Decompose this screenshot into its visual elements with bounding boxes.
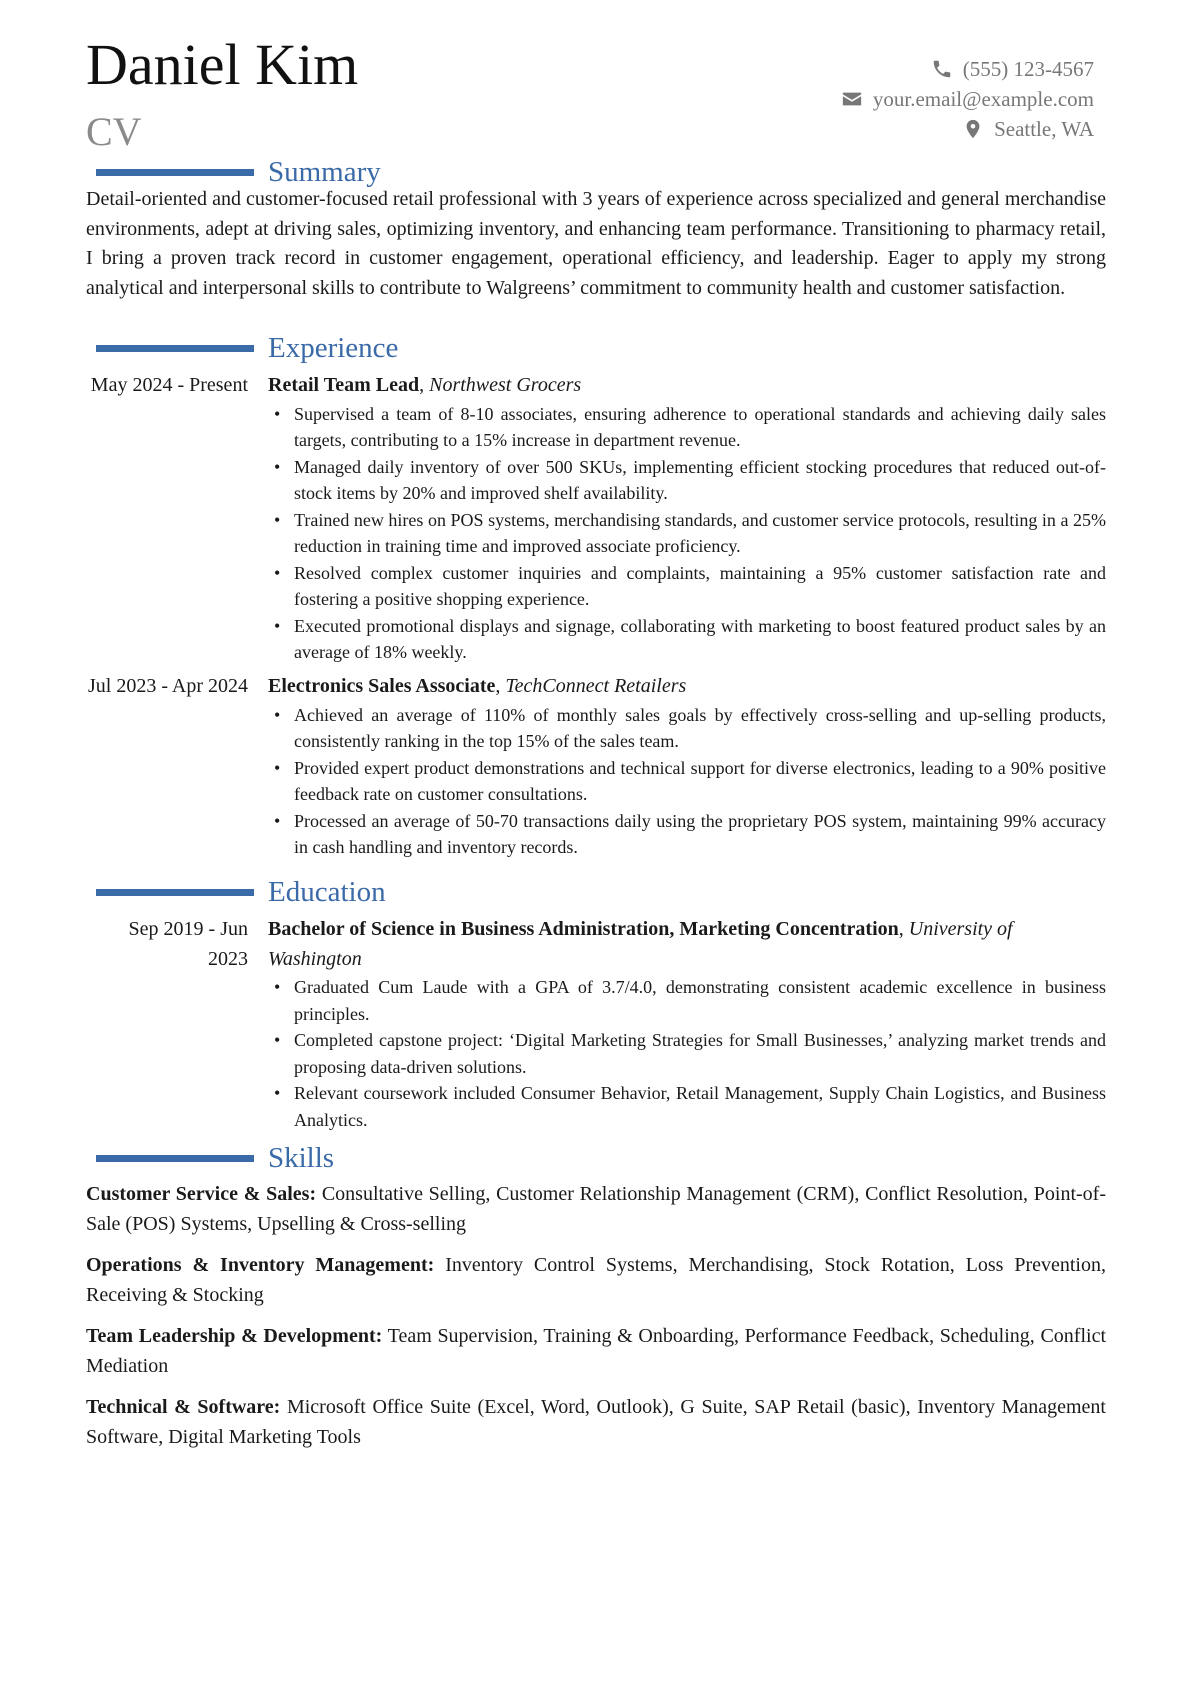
skill-group-label: Technical & Software: [86,1396,281,1418]
entry-bullet: • Supervised a team of 8-10 associates, ensuring adherence to operational standards and achieving daily sales targets, contributing to a 15% increase in department revenue. [268,401,1106,454]
map-pin-icon [962,118,984,140]
entry-role: Bachelor of Science in Business Administration, Marketing Concentration [268,918,899,940]
entry-bullets [268,401,1106,666]
entry-heading: Retail Team Lead, Northwest Grocers [268,374,582,396]
entry-bullet: • Executed promotional displays and signage, collaborating with marketing to boost featured product sales by an average of 18% weekly. [268,613,1106,666]
entry-org: University of Washington [268,918,1013,970]
entry-bullets [268,702,1106,861]
skill-group [86,1251,1106,1310]
skill-group-label: Customer Service & Sales: [86,1183,317,1205]
phone-icon [931,58,953,80]
skill-group [86,1322,1106,1381]
entry-bullet: • Resolved complex customer inquiries and complaints, maintaining a 95% customer satisfaction rate and fostering a positive shopping experience. [268,560,1106,613]
candidate-name: Daniel Kim [86,32,359,97]
entry-heading: Electronics Sales Associate, TechConnect Retailers [268,675,687,697]
section-accent-bar [96,345,254,352]
entry-bullet: • Relevant coursework included Consumer Behavior, Retail Management, Supply Chain Logistics, and Business Analytics. [268,1080,1106,1133]
entry-bullet: • Graduated Cum Laude with a GPA of 3.7/4.0, demonstrating consistent academic excellence in business principles. [268,974,1106,1027]
entry-heading: Bachelor of Science in Business Administration, Marketing Concentration, University of Washington [268,918,1013,970]
skill-group-text: Consultative Selling, Customer Relationship Management (CRM), Conflict Resolution, Point-of-Sale (POS) Systems, Upselling & Cross-selling [86,1183,1106,1235]
skill-group [86,1393,1106,1452]
contact-location [841,114,1094,144]
entry-dates: Sep 2019 - Jun 2023 [128,918,248,970]
entry-dates: Jul 2023 - Apr 2024 [88,675,248,697]
entry-content [268,371,1106,666]
education-entry [86,915,1106,1133]
entry-content [268,915,1106,1133]
entry-bullet: • Provided expert product demonstrations and technical support for diverse electronics, leading to a 90% positive feedback rate on customer consultations. [268,755,1106,808]
skill-group-text: Inventory Control Systems, Merchandising, Stock Rotation, Loss Prevention, Receiving & Stocking [86,1254,1106,1306]
entry-role: Retail Team Lead [268,374,420,396]
document-subtitle: CV [86,109,142,154]
phone-text: (555) 123-4567 [962,56,1094,81]
section-accent-bar [96,1155,254,1162]
skill-group-label: Team Leadership & Development: [86,1325,383,1347]
entry-bullet: • Processed an average of 50-70 transactions daily using the proprietary POS system, maintaining 99% accuracy in cash handling and inventory records. [268,808,1106,861]
contact-email[interactable] [841,84,1094,114]
entry-bullet: • Trained new hires on POS systems, merchandising standards, and customer service protocols, resulting in a 25% reduction in training time and improved associate proficiency. [268,507,1106,560]
envelope-icon [841,88,863,110]
skill-group-label: Operations & Inventory Management: [86,1254,435,1276]
skill-group-text: Microsoft Office Suite (Excel, Word, Outlook), G Suite, SAP Retail (basic), Inventory Management Software, Digital Marketing Tools [86,1396,1106,1448]
section-title: Skills [268,1142,335,1174]
section-accent-bar [96,889,254,896]
email-text: your.email@example.com [872,86,1094,111]
entry-content [268,672,1106,861]
section-title: Education [268,876,386,908]
experience-entry [86,672,1106,861]
contact-phone[interactable] [841,54,1094,84]
skill-group [86,1180,1106,1239]
location-text: Seattle, WA [994,116,1094,141]
skills-list [86,1180,1106,1464]
entry-bullet: • Achieved an average of 110% of monthly sales goals by effectively cross-selling and up-selling products, consistently ranking in the top 15% of the sales team. [268,702,1106,755]
experience-entry [86,371,1106,666]
entry-bullet: • Completed capstone project: ‘Digital Marketing Strategies for Small Businesses,’ analyzing market trends and proposing data-driven solutions. [268,1027,1106,1080]
section-title: Experience [268,332,399,364]
entry-bullets [268,974,1106,1133]
entry-dates: May 2024 - Present [90,374,248,396]
section-title: Summary [268,156,381,188]
skill-group-text: Team Supervision, Training & Onboarding, Performance Feedback, Scheduling, Conflict Mediation [86,1325,1107,1377]
section-accent-bar [96,169,254,176]
entry-bullet: • Managed daily inventory of over 500 SKUs, implementing efficient stocking procedures that reduced out-of-stock items by 20% and improved shelf availability. [268,454,1106,507]
contact-block [841,54,1094,144]
entry-org: TechConnect Retailers [505,675,687,697]
summary-text: Detail-oriented and customer-focused retail professional with 3 years of experience across specialized and general merchandise environments, adept at driving sales, optimizing inventory, and enhancing team performance. Transitioning to pharmacy retail, I bring a proven track record in customer engagement, operational efficiency, and leadership. Eager to apply my strong analytical and interpersonal skills to contribute to Walgreens’ commitment to community health and customer satisfaction. [86,188,1106,299]
entry-org: Northwest Grocers [429,374,582,396]
entry-role: Electronics Sales Associate [268,675,496,697]
